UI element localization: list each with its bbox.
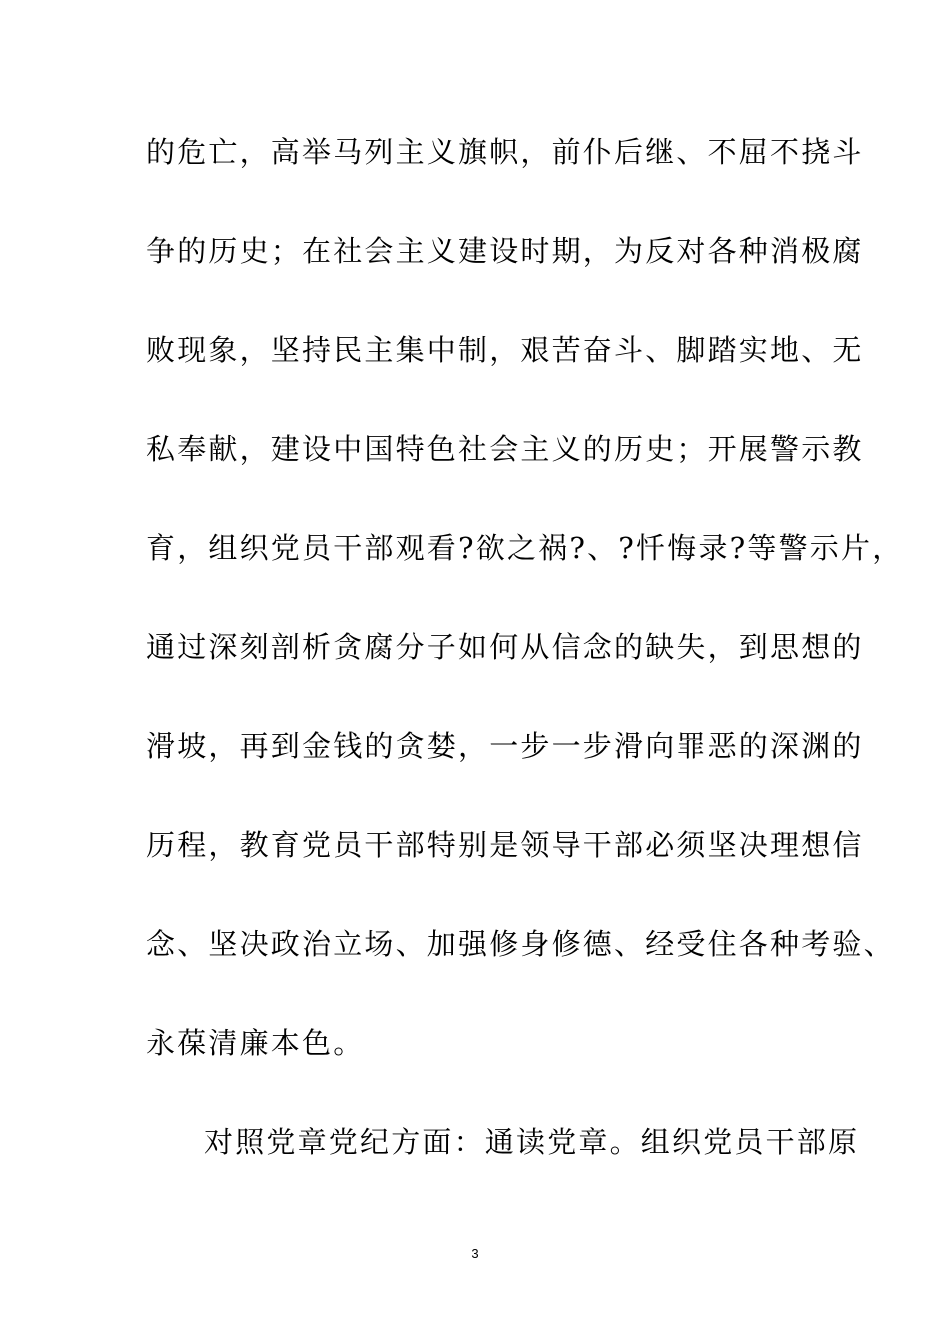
text-line: 育，组织党员干部观看?欲之祸?、?忏悔录?等警示片， — [146, 531, 904, 565]
text-line: 永葆清廉本色。 — [146, 1026, 365, 1060]
text-line: 历程，教育党员干部特别是领导干部必须坚决理想信 — [146, 828, 864, 862]
text-line: 私奉献，建设中国特色社会主义的历史；开展警示教 — [146, 432, 864, 466]
text-line: 的危亡，高举马列主义旗帜，前仆后继、不屈不挠斗 — [146, 135, 864, 169]
paragraph-start-line: 对照党章党纪方面：通读党章。组织党员干部原 — [204, 1125, 860, 1159]
page-number: 3 — [471, 1246, 479, 1261]
text-line: 念、坚决政治立场、加强修身修德、经受住各种考验、 — [146, 927, 895, 961]
text-line: 通过深刻剖析贪腐分子如何从信念的缺失，到思想的 — [146, 630, 864, 664]
text-line: 争的历史；在社会主义建设时期，为反对各种消极腐 — [146, 234, 864, 268]
body-text — [146, 128, 904, 1217]
text-line: 滑坡，再到金钱的贪婪，一步一步滑向罪恶的深渊的 — [146, 729, 864, 763]
text-line: 败现象，坚持民主集中制，艰苦奋斗、脚踏实地、无 — [146, 333, 864, 367]
